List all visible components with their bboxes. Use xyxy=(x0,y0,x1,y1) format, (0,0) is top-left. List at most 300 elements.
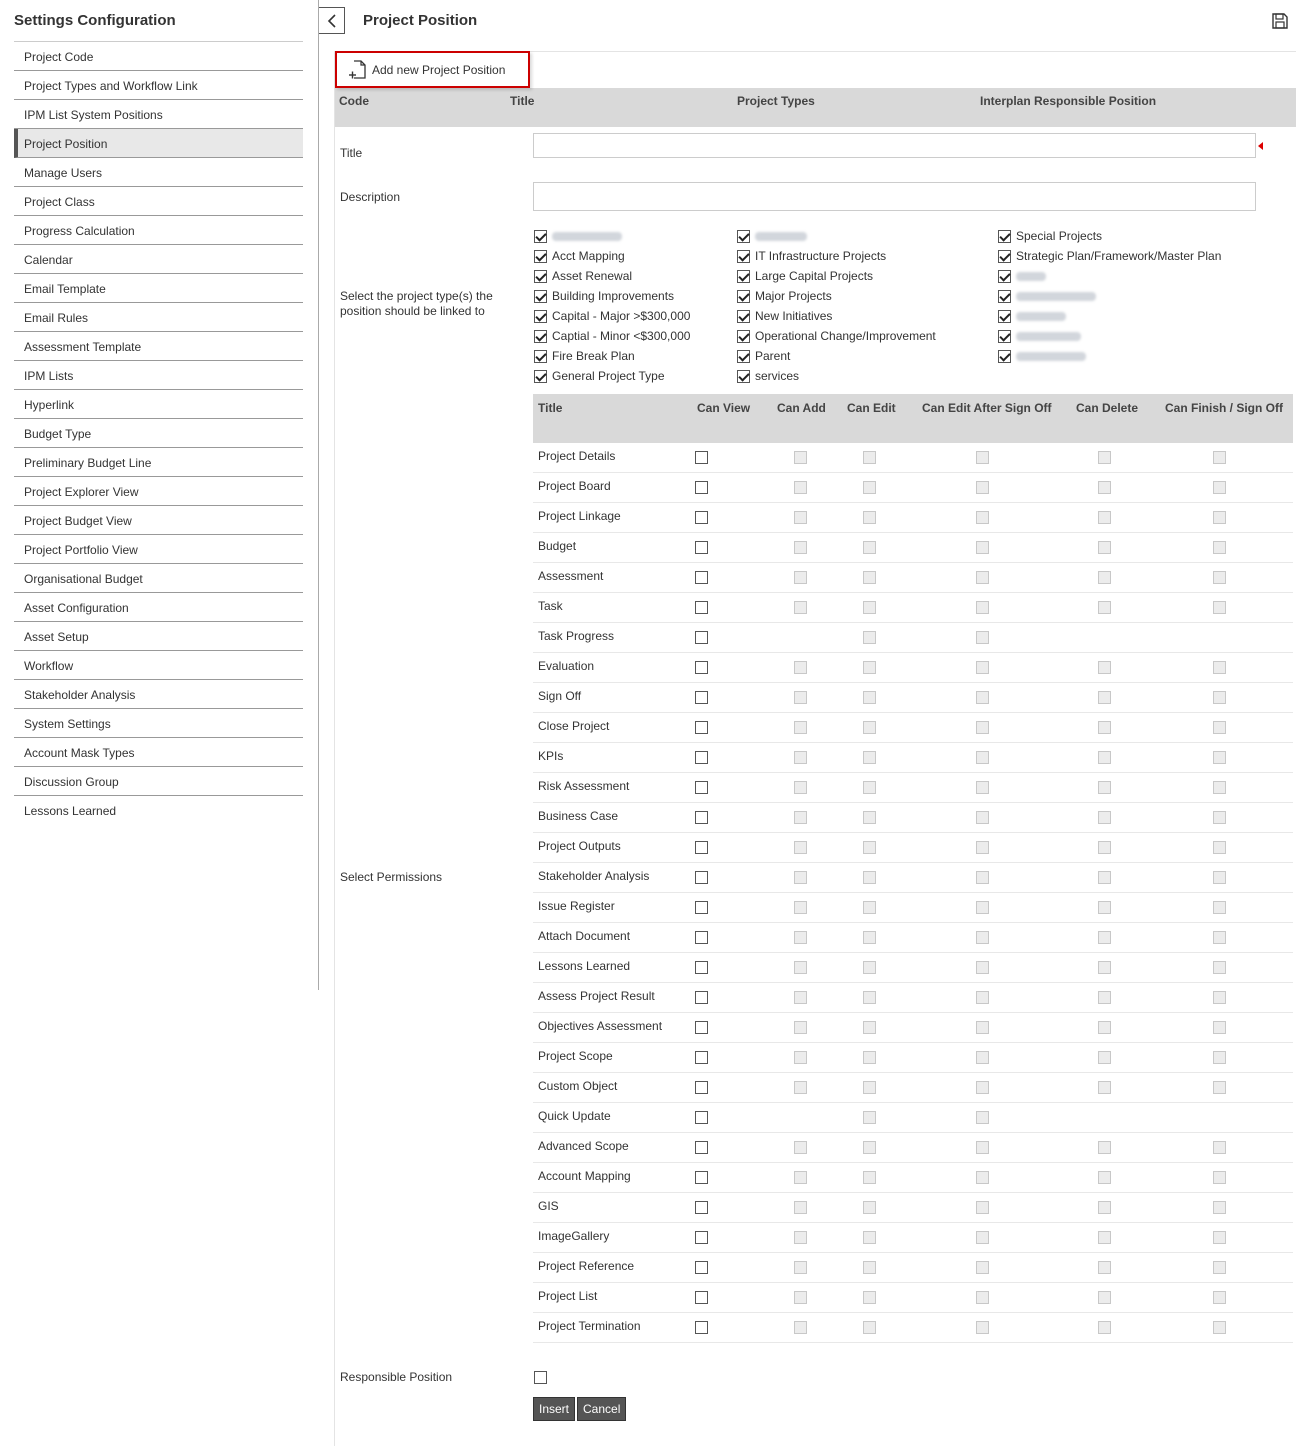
can-view-checkbox[interactable] xyxy=(695,1231,708,1244)
can-edit-checkbox xyxy=(863,1081,876,1094)
project-type-checkbox[interactable] xyxy=(534,250,547,263)
can-delete-checkbox xyxy=(1098,841,1111,854)
can-add-checkbox xyxy=(794,1021,807,1034)
project-types-column-2 xyxy=(737,226,936,386)
project-type-option xyxy=(534,326,690,346)
can-add-checkbox xyxy=(794,781,807,794)
can-delete-checkbox xyxy=(1098,1231,1111,1244)
permission-row xyxy=(533,1163,1293,1193)
can-view-checkbox[interactable] xyxy=(695,931,708,944)
sidebar-item-project-explorer-view[interactable]: Project Explorer View xyxy=(14,477,303,506)
sidebar-item-lessons-learned[interactable]: Lessons Learned xyxy=(24,804,117,818)
permission-title: Account Mapping xyxy=(538,1169,631,1183)
can-view-checkbox[interactable] xyxy=(695,511,708,524)
permission-row xyxy=(533,803,1293,833)
permission-title: Project Termination xyxy=(538,1319,641,1333)
project-type-label: Large Capital Projects xyxy=(755,269,874,283)
sidebar-item-preliminary-budget-line[interactable]: Preliminary Budget Line xyxy=(14,448,303,477)
project-type-label: Operational Change/Improvement xyxy=(755,329,936,343)
can-add-checkbox xyxy=(794,1261,807,1274)
column-responsible-position[interactable]: Interplan Responsible Position xyxy=(980,94,1157,108)
sidebar-item-project-position[interactable]: Project Position xyxy=(14,129,303,158)
sidebar-item-email-rules[interactable]: Email Rules xyxy=(14,303,303,332)
column-project-types[interactable]: Project Types xyxy=(737,94,815,108)
permission-title: Close Project xyxy=(538,719,610,733)
project-type-option xyxy=(737,366,936,386)
can-delete-checkbox xyxy=(1098,1141,1111,1154)
sidebar-item-email-template[interactable]: Email Template xyxy=(14,274,303,303)
can-view-checkbox[interactable] xyxy=(695,1081,708,1094)
project-type-checkbox[interactable] xyxy=(737,290,750,303)
project-type-option xyxy=(534,226,690,246)
can-delete-checkbox xyxy=(1098,1051,1111,1064)
can-view-checkbox[interactable] xyxy=(695,1261,708,1274)
project-type-option xyxy=(998,226,1221,246)
project-type-checkbox[interactable] xyxy=(737,310,750,323)
permission-title: Project Board xyxy=(538,479,611,493)
responsible-position-checkbox[interactable] xyxy=(534,1371,547,1384)
sidebar-item-project-types-and-workflow-link[interactable]: Project Types and Workflow Link xyxy=(14,71,303,100)
can-edit-checkbox xyxy=(863,721,876,734)
can-view-checkbox[interactable] xyxy=(695,541,708,554)
redacted-label xyxy=(1016,352,1086,361)
can-finish-sign-off-checkbox xyxy=(1213,541,1226,554)
permission-row xyxy=(533,533,1293,563)
permissions-body xyxy=(533,443,1293,1343)
permission-row xyxy=(533,923,1293,953)
project-type-option xyxy=(998,326,1221,346)
sidebar-item-budget-type[interactable]: Budget Type xyxy=(14,419,303,448)
permission-row xyxy=(533,683,1293,713)
project-types-column-1 xyxy=(534,226,690,386)
title-label: Title xyxy=(340,146,363,160)
can-edit-checkbox xyxy=(863,631,876,644)
project-type-checkbox[interactable] xyxy=(737,370,750,383)
sidebar-nav xyxy=(14,41,303,825)
can-edit-after-sign-off-checkbox xyxy=(976,1111,989,1124)
permission-row xyxy=(533,1073,1293,1103)
can-edit-after-sign-off-checkbox xyxy=(976,541,989,554)
can-view-checkbox[interactable] xyxy=(695,601,708,614)
can-finish-sign-off-checkbox xyxy=(1213,661,1226,674)
can-edit-after-sign-off-checkbox xyxy=(976,1321,989,1334)
can-finish-sign-off-checkbox xyxy=(1213,1261,1226,1274)
can-finish-sign-off-checkbox xyxy=(1213,751,1226,764)
can-edit-after-sign-off-checkbox xyxy=(976,961,989,974)
can-edit-after-sign-off-checkbox xyxy=(976,1291,989,1304)
permission-title: KPIs xyxy=(538,749,564,763)
permissions-label: Select Permissions xyxy=(340,870,443,884)
sidebar-item-hyperlink[interactable]: Hyperlink xyxy=(14,390,303,419)
permission-title: Quick Update xyxy=(538,1109,611,1123)
can-view-checkbox[interactable] xyxy=(695,631,708,644)
can-edit-after-sign-off-checkbox xyxy=(976,1231,989,1244)
project-type-checkbox[interactable] xyxy=(534,350,547,363)
can-delete-checkbox xyxy=(1098,541,1111,554)
title-input[interactable] xyxy=(533,133,1256,158)
sidebar-item-assessment-template[interactable]: Assessment Template xyxy=(14,332,303,361)
permission-column-title: Title xyxy=(538,401,563,415)
can-delete-checkbox xyxy=(1098,1261,1111,1274)
permission-title: GIS xyxy=(538,1199,559,1213)
project-type-option xyxy=(737,286,936,306)
can-edit-checkbox xyxy=(863,811,876,824)
permission-title: Project Linkage xyxy=(538,509,621,523)
can-finish-sign-off-checkbox xyxy=(1213,1231,1226,1244)
can-add-checkbox xyxy=(794,1141,807,1154)
column-code[interactable]: Code xyxy=(339,94,369,108)
project-type-checkbox[interactable] xyxy=(534,230,547,243)
description-label: Description xyxy=(340,190,401,204)
sidebar-item-ipm-list-system-positions[interactable]: IPM List System Positions xyxy=(14,100,303,129)
can-edit-after-sign-off-checkbox xyxy=(976,631,989,644)
can-view-checkbox[interactable] xyxy=(695,1321,708,1334)
can-finish-sign-off-checkbox xyxy=(1213,511,1226,524)
chevron-left-icon xyxy=(327,14,337,28)
can-add-checkbox xyxy=(794,1291,807,1304)
can-view-checkbox[interactable] xyxy=(695,811,708,824)
can-view-checkbox[interactable] xyxy=(695,451,708,464)
project-type-checkbox[interactable] xyxy=(534,330,547,343)
can-finish-sign-off-checkbox xyxy=(1213,961,1226,974)
can-edit-checkbox xyxy=(863,661,876,674)
project-type-checkbox[interactable] xyxy=(998,330,1011,343)
can-finish-sign-off-checkbox xyxy=(1213,1291,1226,1304)
permission-title: Stakeholder Analysis xyxy=(538,869,650,883)
project-type-label: services xyxy=(755,369,800,383)
project-type-option xyxy=(998,286,1221,306)
project-type-checkbox[interactable] xyxy=(998,350,1011,363)
can-finish-sign-off-checkbox xyxy=(1213,871,1226,884)
permission-title: Project Details xyxy=(538,449,616,463)
project-type-checkbox[interactable] xyxy=(737,250,750,263)
add-new-project-position-button[interactable] xyxy=(335,51,530,88)
redacted-label xyxy=(755,232,807,241)
add-new-label: Add new Project Position xyxy=(372,62,506,77)
project-type-label: Asset Renewal xyxy=(552,269,633,283)
sidebar-item-asset-configuration[interactable]: Asset Configuration xyxy=(14,593,303,622)
redacted-label xyxy=(1016,312,1066,321)
sidebar-item-project-budget-view[interactable]: Project Budget View xyxy=(14,506,303,535)
permission-title: Issue Register xyxy=(538,899,615,913)
sidebar-item-discussion-group[interactable]: Discussion Group xyxy=(14,767,303,796)
permission-row xyxy=(533,1253,1293,1283)
can-add-checkbox xyxy=(794,691,807,704)
column-title[interactable]: Title xyxy=(510,94,535,108)
can-finish-sign-off-checkbox xyxy=(1213,931,1226,944)
project-type-option xyxy=(737,226,936,246)
can-view-checkbox[interactable] xyxy=(695,781,708,794)
permission-row xyxy=(533,1193,1293,1223)
permission-title: Business Case xyxy=(538,809,619,823)
can-add-checkbox xyxy=(794,511,807,524)
can-finish-sign-off-checkbox xyxy=(1213,1081,1226,1094)
permission-title: Sign Off xyxy=(538,689,582,703)
can-edit-checkbox xyxy=(863,1291,876,1304)
can-view-checkbox[interactable] xyxy=(695,871,708,884)
can-add-checkbox xyxy=(794,601,807,614)
can-delete-checkbox xyxy=(1098,901,1111,914)
sidebar-item-manage-users[interactable]: Manage Users xyxy=(14,158,303,187)
project-type-label: New Initiatives xyxy=(755,309,833,323)
can-delete-checkbox xyxy=(1098,721,1111,734)
permission-row xyxy=(533,833,1293,863)
project-type-checkbox[interactable] xyxy=(998,290,1011,303)
can-add-checkbox xyxy=(794,1201,807,1214)
can-edit-after-sign-off-checkbox xyxy=(976,1261,989,1274)
can-delete-checkbox xyxy=(1098,601,1111,614)
project-type-option xyxy=(534,286,690,306)
can-finish-sign-off-checkbox xyxy=(1213,571,1226,584)
can-edit-after-sign-off-checkbox xyxy=(976,1141,989,1154)
can-finish-sign-off-checkbox xyxy=(1213,901,1226,914)
permission-title: Custom Object xyxy=(538,1079,618,1093)
can-edit-checkbox xyxy=(863,451,876,464)
permission-title: Budget xyxy=(538,539,577,553)
can-finish-sign-off-checkbox xyxy=(1213,451,1226,464)
can-edit-after-sign-off-checkbox xyxy=(976,511,989,524)
permission-row xyxy=(533,983,1293,1013)
can-view-checkbox[interactable] xyxy=(695,481,708,494)
can-delete-checkbox xyxy=(1098,931,1111,944)
can-edit-checkbox xyxy=(863,841,876,854)
can-add-checkbox xyxy=(794,871,807,884)
can-view-checkbox[interactable] xyxy=(695,661,708,674)
can-edit-checkbox xyxy=(863,691,876,704)
sidebar-item-project-class[interactable]: Project Class xyxy=(14,187,303,216)
permissions-table xyxy=(533,394,1293,1343)
can-view-checkbox[interactable] xyxy=(695,1141,708,1154)
can-add-checkbox xyxy=(794,1231,807,1244)
project-type-label: Special Projects xyxy=(1016,229,1103,243)
project-type-option xyxy=(737,266,936,286)
can-view-checkbox[interactable] xyxy=(695,721,708,734)
can-finish-sign-off-checkbox xyxy=(1213,991,1226,1004)
can-edit-after-sign-off-checkbox xyxy=(976,661,989,674)
can-view-checkbox[interactable] xyxy=(695,751,708,764)
can-edit-checkbox xyxy=(863,1141,876,1154)
can-edit-after-sign-off-checkbox xyxy=(976,991,989,1004)
settings-sidebar xyxy=(0,0,319,990)
can-finish-sign-off-checkbox xyxy=(1213,841,1226,854)
can-view-checkbox[interactable] xyxy=(695,1291,708,1304)
permission-row xyxy=(533,443,1293,473)
project-type-checkbox[interactable] xyxy=(534,310,547,323)
description-input[interactable] xyxy=(533,182,1256,211)
project-type-option xyxy=(998,266,1221,286)
can-view-checkbox[interactable] xyxy=(695,961,708,974)
can-add-checkbox xyxy=(794,991,807,1004)
can-edit-after-sign-off-checkbox xyxy=(976,1201,989,1214)
sidebar-item-system-settings[interactable]: System Settings xyxy=(14,709,303,738)
permission-title: Objectives Assessment xyxy=(538,1019,663,1033)
permission-row xyxy=(533,623,1293,653)
sidebar-item-account-mask-types[interactable]: Account Mask Types xyxy=(14,738,303,767)
sidebar-item-workflow[interactable]: Workflow xyxy=(14,651,303,680)
can-edit-after-sign-off-checkbox xyxy=(976,1021,989,1034)
project-type-label: Capital - Major >$300,000 xyxy=(552,309,691,323)
can-delete-checkbox xyxy=(1098,991,1111,1004)
permission-row xyxy=(533,1043,1293,1073)
permission-title: Assessment xyxy=(538,569,604,583)
sidebar-item-progress-calculation[interactable]: Progress Calculation xyxy=(14,216,303,245)
project-type-checkbox[interactable] xyxy=(998,310,1011,323)
sidebar-item-asset-setup[interactable]: Asset Setup xyxy=(14,622,303,651)
project-type-option xyxy=(534,306,690,326)
permission-row xyxy=(533,1283,1293,1313)
can-view-checkbox[interactable] xyxy=(695,1201,708,1214)
project-types-label: Select the project type(s) the position should be linked to xyxy=(340,289,493,318)
project-type-checkbox[interactable] xyxy=(534,290,547,303)
project-type-label: IT Infrastructure Projects xyxy=(755,249,887,263)
can-delete-checkbox xyxy=(1098,481,1111,494)
permission-row xyxy=(533,473,1293,503)
can-delete-checkbox xyxy=(1098,1081,1111,1094)
sidebar-item-project-portfolio-view[interactable]: Project Portfolio View xyxy=(14,535,303,564)
can-delete-checkbox xyxy=(1098,1021,1111,1034)
can-view-checkbox[interactable] xyxy=(695,841,708,854)
permission-row xyxy=(533,1013,1293,1043)
project-type-label: Acct Mapping xyxy=(552,249,625,263)
sidebar-item-calendar[interactable]: Calendar xyxy=(14,245,303,274)
can-delete-checkbox xyxy=(1098,1291,1111,1304)
permission-title: Evaluation xyxy=(538,659,595,673)
can-edit-checkbox xyxy=(863,1111,876,1124)
permission-row xyxy=(533,953,1293,983)
can-edit-checkbox xyxy=(863,511,876,524)
save-icon[interactable] xyxy=(1271,12,1289,30)
project-type-label: Parent xyxy=(755,349,791,363)
redacted-label xyxy=(552,232,622,241)
sidebar-item-project-code[interactable]: Project Code xyxy=(14,42,303,71)
project-type-option xyxy=(737,346,936,366)
can-delete-checkbox xyxy=(1098,781,1111,794)
can-view-checkbox[interactable] xyxy=(695,1051,708,1064)
can-edit-checkbox xyxy=(863,961,876,974)
can-view-checkbox[interactable] xyxy=(695,901,708,914)
can-delete-checkbox xyxy=(1098,511,1111,524)
can-add-checkbox xyxy=(794,721,807,734)
can-view-checkbox[interactable] xyxy=(695,1021,708,1034)
can-add-checkbox xyxy=(794,841,807,854)
project-type-checkbox[interactable] xyxy=(998,250,1011,263)
permission-column-can-delete: Can Delete xyxy=(1076,401,1139,415)
can-edit-after-sign-off-checkbox xyxy=(976,1051,989,1064)
project-type-checkbox[interactable] xyxy=(998,230,1011,243)
permission-column-can-edit-after-sign-off: Can Edit After Sign Off xyxy=(922,401,1052,415)
can-add-checkbox xyxy=(794,751,807,764)
project-type-label: Strategic Plan/Framework/Master Plan xyxy=(1016,249,1222,263)
can-add-checkbox xyxy=(794,481,807,494)
project-type-checkbox[interactable] xyxy=(534,270,547,283)
permission-title: Risk Assessment xyxy=(538,779,630,793)
permission-title: Project Outputs xyxy=(538,839,621,853)
project-type-checkbox[interactable] xyxy=(737,230,750,243)
project-type-option xyxy=(534,246,690,266)
can-delete-checkbox xyxy=(1098,1321,1111,1334)
sidebar-item-ipm-lists[interactable]: IPM Lists xyxy=(14,361,303,390)
sidebar-item-organisational-budget[interactable]: Organisational Budget xyxy=(14,564,303,593)
permission-column-can-add: Can Add xyxy=(777,401,826,415)
project-type-checkbox[interactable] xyxy=(737,330,750,343)
redacted-label xyxy=(1016,272,1046,281)
responsible-position-label: Responsible Position xyxy=(340,1370,453,1384)
permission-title: Project List xyxy=(538,1289,598,1303)
can-edit-after-sign-off-checkbox xyxy=(976,931,989,944)
can-finish-sign-off-checkbox xyxy=(1213,481,1226,494)
can-view-checkbox[interactable] xyxy=(695,1111,708,1124)
required-indicator xyxy=(1258,142,1263,150)
project-type-checkbox[interactable] xyxy=(534,370,547,383)
permission-row xyxy=(533,863,1293,893)
can-delete-checkbox xyxy=(1098,661,1111,674)
can-edit-checkbox xyxy=(863,541,876,554)
can-edit-checkbox xyxy=(863,1261,876,1274)
can-view-checkbox[interactable] xyxy=(695,991,708,1004)
project-type-option xyxy=(998,346,1221,366)
permission-title: Attach Document xyxy=(538,929,631,943)
permission-title: Lessons Learned xyxy=(538,959,631,973)
project-type-label: Building Improvements xyxy=(552,289,675,303)
can-add-checkbox xyxy=(794,1321,807,1334)
can-finish-sign-off-checkbox xyxy=(1213,811,1226,824)
can-edit-after-sign-off-checkbox xyxy=(976,571,989,584)
permission-column-can-edit: Can Edit xyxy=(847,401,896,415)
project-type-checkbox[interactable] xyxy=(737,350,750,363)
back-button[interactable] xyxy=(319,7,345,34)
redacted-label xyxy=(1016,292,1096,301)
cancel-button[interactable]: Cancel xyxy=(577,1397,626,1421)
permission-row xyxy=(533,563,1293,593)
can-view-checkbox[interactable] xyxy=(695,571,708,584)
can-delete-checkbox xyxy=(1098,751,1111,764)
permission-row xyxy=(533,653,1293,683)
permission-row xyxy=(533,503,1293,533)
project-type-option xyxy=(998,306,1221,326)
can-delete-checkbox xyxy=(1098,571,1111,584)
project-type-option xyxy=(534,266,690,286)
can-view-checkbox[interactable] xyxy=(695,691,708,704)
can-edit-after-sign-off-checkbox xyxy=(976,1081,989,1094)
add-document-icon xyxy=(348,59,368,81)
can-edit-after-sign-off-checkbox xyxy=(976,691,989,704)
permissions-header xyxy=(533,394,1293,443)
can-edit-after-sign-off-checkbox xyxy=(976,811,989,824)
project-type-checkbox[interactable] xyxy=(737,270,750,283)
can-finish-sign-off-checkbox xyxy=(1213,1051,1226,1064)
can-finish-sign-off-checkbox xyxy=(1213,1321,1226,1334)
permission-row xyxy=(533,1103,1293,1133)
redacted-label xyxy=(1016,332,1081,341)
insert-button[interactable]: Insert xyxy=(533,1397,575,1421)
can-delete-checkbox xyxy=(1098,451,1111,464)
permission-row xyxy=(533,743,1293,773)
permission-title: Task Progress xyxy=(538,629,615,643)
can-edit-checkbox xyxy=(863,1021,876,1034)
can-edit-after-sign-off-checkbox xyxy=(976,781,989,794)
project-type-checkbox[interactable] xyxy=(998,270,1011,283)
sidebar-title: Settings Configuration xyxy=(14,12,176,29)
sidebar-item-stakeholder-analysis[interactable]: Stakeholder Analysis xyxy=(14,680,303,709)
can-finish-sign-off-checkbox xyxy=(1213,1171,1226,1184)
can-add-checkbox xyxy=(794,961,807,974)
can-edit-after-sign-off-checkbox xyxy=(976,1171,989,1184)
can-delete-checkbox xyxy=(1098,811,1111,824)
can-delete-checkbox xyxy=(1098,1171,1111,1184)
can-view-checkbox[interactable] xyxy=(695,1171,708,1184)
project-type-option xyxy=(737,326,936,346)
can-add-checkbox xyxy=(794,1051,807,1064)
